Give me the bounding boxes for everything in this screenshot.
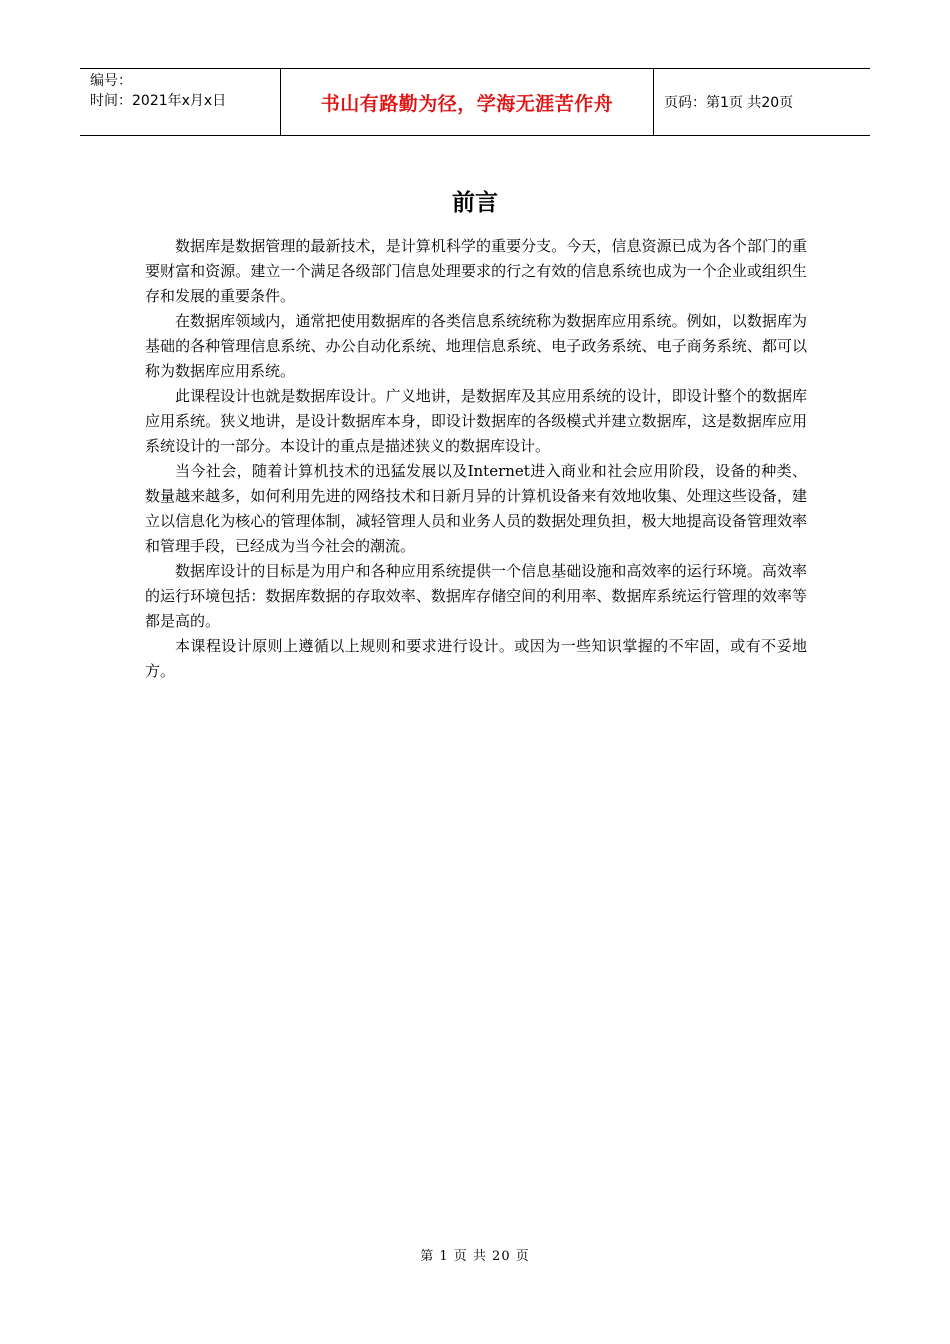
header-meta-cell: [80, 69, 281, 135]
paragraph: 数据库设计的目标是为用户和各种应用系统提供一个信息基础设施和高效率的运行环境。高效率的运行环境包括：数据库数据的存取效率、数据库存储空间的利用率、数据库系统运行管理的效率等都是高的。: [145, 562, 807, 630]
document-time-label: 时间：2021年x月x日: [90, 93, 227, 109]
paragraph: 当今社会，随着计算机技术的迅猛发展以及Internet进入商业和社会应用阶段，设备的种类、数量越来越多，如何利用先进的网络技术和日新月异的计算机设备来有效地收集、处理这些设备，建立以信息化为核心的管理体制，减轻管理人员和业务人员的数据处理负担，极大地提高设备管理效率和管理手段，已经成为当今社会的潮流。: [145, 462, 807, 555]
paragraph: 数据库是数据管理的最新技术，是计算机科学的重要分支。今天，信息资源已成为各个部门的重要财富和资源。建立一个满足各级部门信息处理要求的行之有效的信息系统也成为一个企业或组织生存和发展的重要条件。: [145, 237, 807, 305]
header-table: [80, 68, 870, 136]
header-motto: 书山有路勤为径，学海无涯苦作舟: [281, 69, 654, 135]
document-number-label: 编号：: [90, 73, 132, 89]
paragraph: 在数据库领域内，通常把使用数据库的各类信息系统统称为数据库应用系统。例如，以数据库为基础的各种管理信息系统、办公自动化系统、地理信息系统、电子政务系统、电子商务系统、都可以称为数据库应用系统。: [145, 312, 807, 380]
paragraph: 此课程设计也就是数据库设计。广义地讲，是数据库及其应用系统的设计，即设计整个的数据库应用系统。狭义地讲，是设计数据库本身，即设计数据库的各级模式并建立数据库，这是数据库应用系统设计的一部分。本设计的重点是描述狭义的数据库设计。: [145, 387, 807, 455]
paragraph: 本课程设计原则上遵循以上规则和要求进行设计。或因为一些知识掌握的不牢固，或有不妥地方。: [145, 637, 807, 680]
header-page-info: 页码：第1页 共20页: [664, 95, 794, 111]
document-title: 前言: [452, 190, 498, 216]
page-footer: 第 1 页 共 20 页: [420, 1249, 530, 1264]
document-body: [145, 234, 807, 684]
